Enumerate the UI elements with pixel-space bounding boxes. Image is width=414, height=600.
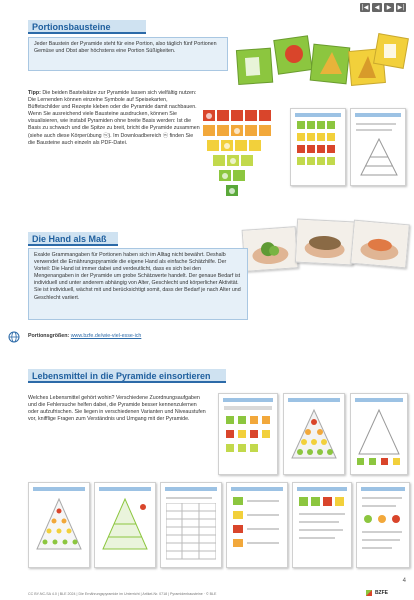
info-box-text: Exakte Grammangaben für Portionen haben sich im Alltag nicht bewährt. Deshalb verwendet die Ernährungspyramide die eigene Hand als einfache Schätzhilfe. Der Vorteil: Die Hand ist immer dabei und verdeutlicht, dass es sich bei den Mengenangaben in der Pyramide um grobe Schätzwerte handelt. Der genaue Bedarf ist individuell und unter anderem abhängig von Alter, Geschlecht und körperlicher Aktivität. Sie ist individuell, wächst mit und berücksichtigt somit, dass der Bedarf je nach Alter und Geschlecht variiert. xyxy=(34,252,241,301)
worksheet-thumbnail[interactable] xyxy=(218,393,278,475)
tip-paragraph xyxy=(28,90,200,147)
tip-text: Die beiden Bastelsätze zur Pyramide lassen sich vielfältig nutzen: Die Lernenden können einzelne Symbole auf Speisekarten, Büffetschilder und Rezepte kleben oder die Pyramide damit nachbauen. Wenn Sie ausreichend viele Bausteine ausdrucken, können Sie visualisieren, wie instabil Pyramiden ohne breite Basis werden: Ist die Basis zu schwach und die Spitze zu breit, bricht die Pyramide zusammen (siehe auch diese Körperübung ⓦ). Im Downloadbereich ⓦ finden Sie die Bausteine auch einzeln als PDF-Datei. xyxy=(28,90,200,146)
bzfe-logo xyxy=(365,589,388,597)
worksheet-thumbnail[interactable] xyxy=(28,482,90,568)
info-box-portionsbausteine xyxy=(28,37,228,71)
hand-photo-vegetables xyxy=(242,226,299,272)
worksheet-thumbnail[interactable] xyxy=(283,393,345,475)
info-box-hand-als-mass xyxy=(28,248,248,320)
first-page-button[interactable]: |◀ xyxy=(361,4,369,11)
next-page-button[interactable]: ▶ xyxy=(384,3,394,12)
worksheet-thumbnail[interactable] xyxy=(350,393,408,475)
page-number: 4 xyxy=(402,578,406,584)
worksheet-thumbnail[interactable] xyxy=(94,482,156,568)
page-nav xyxy=(360,3,406,12)
worksheet-thumbnail[interactable] xyxy=(160,482,222,568)
last-page-button[interactable]: ▶| xyxy=(397,4,405,11)
building-blocks-illustration xyxy=(234,32,410,94)
worksheet-thumbnail[interactable] xyxy=(356,482,410,568)
link-label: Portionsgrößen: xyxy=(28,333,70,339)
portion-size-link[interactable]: www.bzfe.de/wie-viel-esse-ich xyxy=(70,333,142,339)
section3-paragraph: Welches Lebensmittel gehört wohin? Verschiedene Zuordnungsaufgaben und die Fehlersuche helfen dabei, die Pyramide besser kennenzulernen oder aufzufrischen. Sie liegen in verschiedenen Varianten und Niveaustufen vor, knifflige Fragen zum Verständnis und Umgang mit der Pyramide. xyxy=(28,395,206,423)
section-heading-portionsbausteine: Portionsbausteine xyxy=(28,20,146,34)
info-box-text: Jeder Baustein der Pyramide steht für eine Portion, also täglich fünf Portionen Gemüse und Obst aber höchstens eine Portion Süßigkeiten. xyxy=(34,41,217,55)
worksheet-thumbnail[interactable] xyxy=(226,482,288,568)
hand-photo-fish xyxy=(350,220,410,269)
section-heading-hand-als-mass: Die Hand als Maß xyxy=(28,232,118,246)
bzfe-logo-text: BZFE xyxy=(374,590,388,596)
worksheet-thumbnail[interactable] xyxy=(290,108,346,186)
link-line xyxy=(28,333,248,340)
food-pyramid-cards xyxy=(201,108,279,204)
hand-photo-bread xyxy=(295,219,355,266)
bzfe-logo-icon xyxy=(365,589,373,597)
globe-icon xyxy=(8,331,20,343)
section-heading-lebensmittel: Lebensmittel in die Pyramide einsortieren xyxy=(28,369,226,383)
prev-page-button[interactable]: ◀ xyxy=(372,3,382,12)
worksheet-thumbnail[interactable] xyxy=(292,482,352,568)
tip-label: Tipp: xyxy=(28,90,41,96)
worksheet-thumbnail[interactable] xyxy=(350,108,406,186)
footer-text: CC BY-NC-SA 4.0 | BLE 2024 | Die Ernährungspyramide im Unterricht | Artikel-Nr. 0718 | Pyramidenbausteine · © BLE xyxy=(28,592,217,596)
